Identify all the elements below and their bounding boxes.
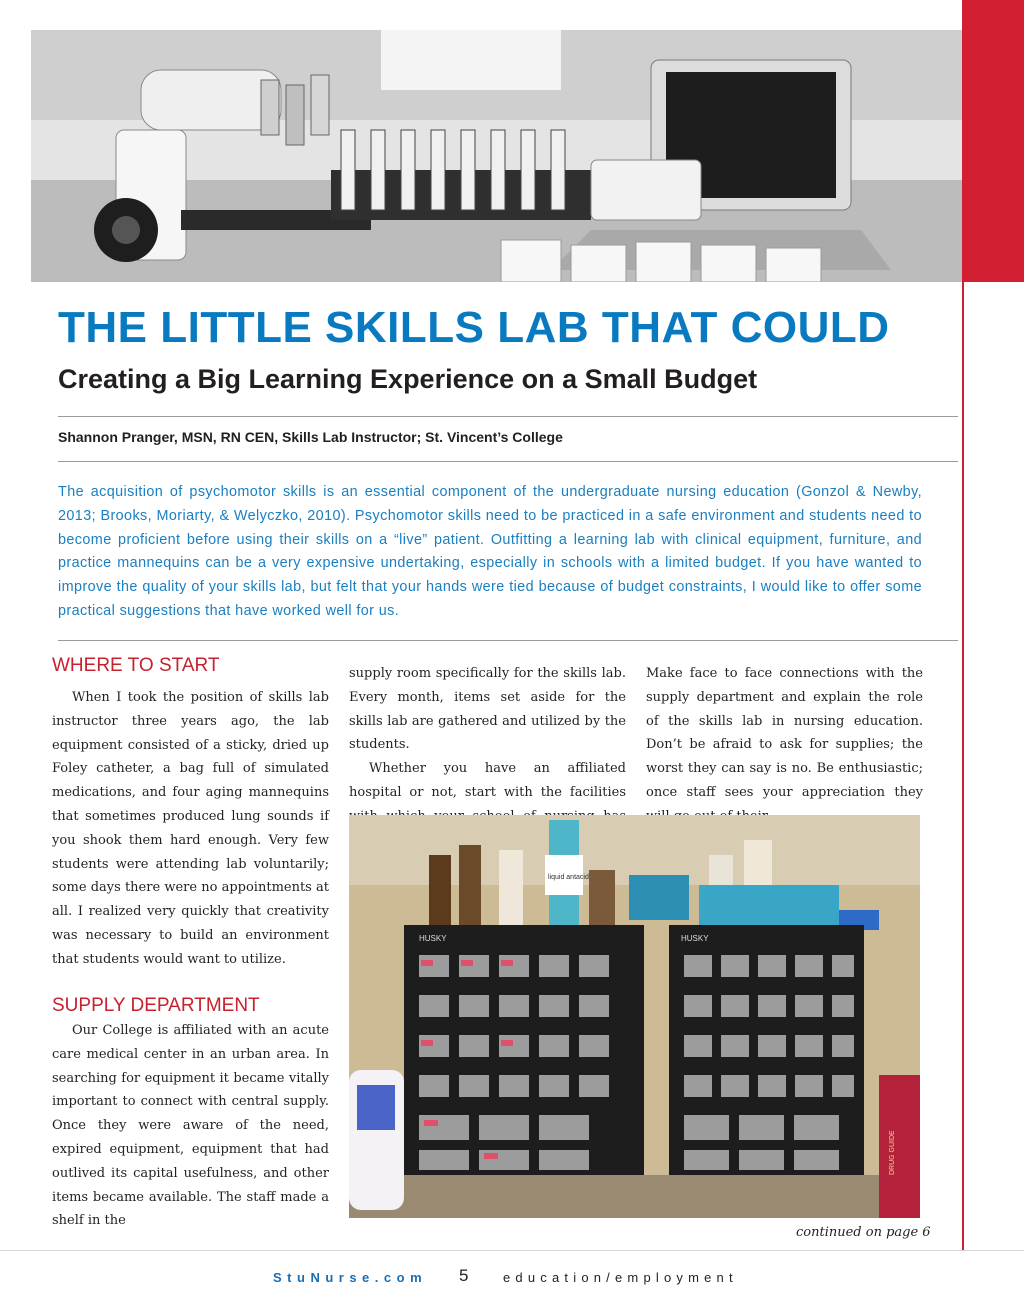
divider: [58, 640, 958, 641]
bottle-label: liquid antacid: [548, 874, 589, 881]
accent-red-rule: [962, 282, 964, 1250]
divider: [58, 416, 958, 417]
paragraph: supply room specifically for the skills lab. Every month, items set aside for the skills lab are gathered and utilized by the students.: [349, 666, 626, 753]
footer-section-name: education/employment: [503, 1270, 738, 1285]
book-spine-label: DRUG GUIDE: [889, 1130, 896, 1175]
column-left-bottom: [52, 1019, 329, 1233]
article-subtitle: Creating a Big Learning Experience on a Small Budget: [58, 364, 758, 394]
article-title: THE LITTLE SKILLS LAB THAT COULD: [58, 303, 890, 352]
paragraph: Make face to face connections with the supply department and explain the role of the skills lab in nursing education. Don’t be afraid to ask for supplies; the worst they can say is no. Be enthusiastic; once staff sees your appreciation they: [646, 666, 923, 800]
column-right: [646, 662, 923, 829]
footer-divider: [0, 1250, 1024, 1251]
paragraph: Our College is affiliated with an acute care medical center in an urban area. In searching for equipment it became vitally important to connect with central supply. Once they were aware of the need, expired equipment, equipment that had outlived its capital usefulness, and other items became available. The staff made a shelf in the: [52, 1023, 329, 1229]
continued-note: continued on page 6: [796, 1225, 931, 1240]
column-left-top: [52, 686, 329, 972]
footer-site-name: StuNurse.com: [273, 1270, 428, 1285]
heading-where-to-start: WHERE TO START: [52, 655, 220, 676]
divider: [58, 461, 958, 462]
supply-cabinet-photo: [349, 815, 920, 1218]
paragraph: Whether you have an affiliated hospital or not, start with the facilities: [349, 761, 626, 800]
page-number: 5: [459, 1266, 469, 1285]
brand-label-right: HUSKY: [681, 934, 709, 943]
author-byline: Shannon Pranger, MSN, RN CEN, Skills Lab Instructor; St. Vincent’s College: [58, 429, 563, 445]
article-intro: The acquisition of psychomotor skills is an essential component of the undergraduate nursing education (Gonzol & Newby, 2013; Brooks, Moriarty, & Welyczko, 2010). Psychomotor skills need to be practiced in a safe environment and students need to become proficient before using their skills on a “live” patient. Outfitting a learning lab with clinical equipment, furniture, and practice mannequins can be a very expensive undertaking, especially in schools with a limited budget. If you have wanted to improve the quality of your skills lab, but felt that your hands were tied because of budget constraints, I would like to offer some practical suggestions that have worked well for us.: [58, 484, 922, 619]
hero-lab-image: [31, 30, 962, 282]
paragraph: When I took the position of skills lab instructor three years ago, the lab equipment consisted of a sticky, dried up Foley catheter, a bag full of simulated medications, and four aging mannequins that sometimes produced lung sounds if you shook them hard enough. Very few students were attending lab voluntarily; some days there were no appointments at all. I realized very quickly that creativity was necessary to build an environment that students would want to utilize.: [52, 690, 329, 967]
heading-supply-department: SUPPLY DEPARTMENT: [52, 995, 260, 1016]
brand-label-left: HUSKY: [419, 934, 447, 943]
accent-red-bar: [962, 0, 1024, 282]
